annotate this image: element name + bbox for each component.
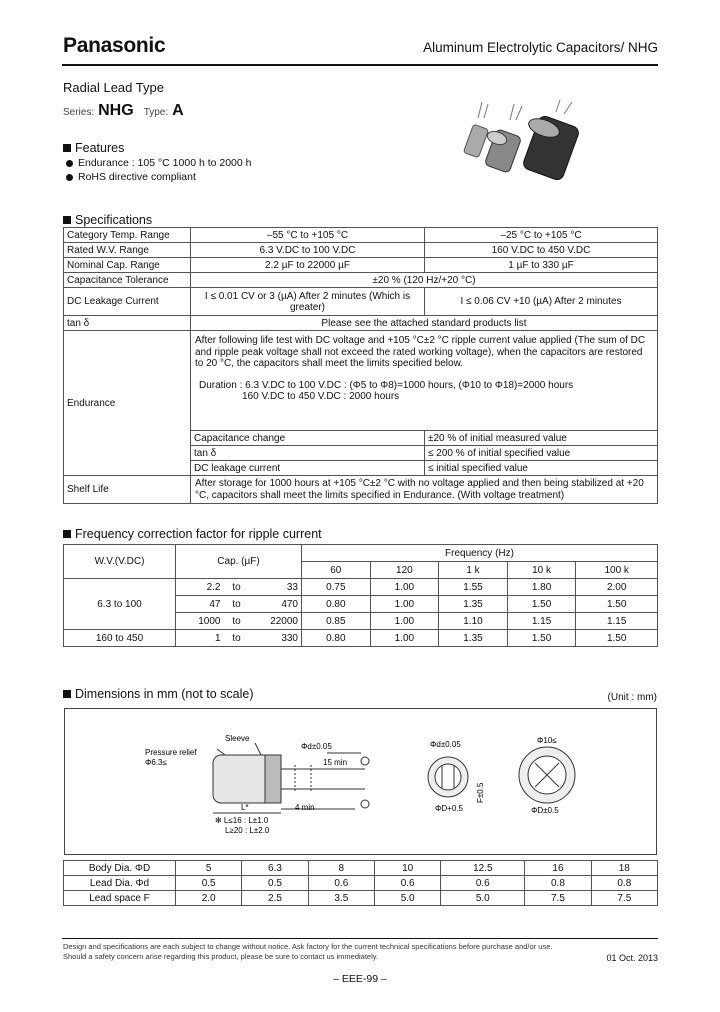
- dim-value: 0.5: [176, 876, 242, 891]
- dim-value: 16: [525, 861, 591, 876]
- spec-value: ±20 % (120 Hz/+20 °C): [191, 273, 658, 288]
- lead-space-label: F±0.5: [476, 782, 485, 803]
- factor: 1.50: [507, 630, 576, 647]
- factor: 1.50: [507, 596, 576, 613]
- capacitor-end-shape: [265, 755, 281, 803]
- spec-value: –25 °C to +105 °C: [425, 228, 658, 243]
- table-row: [64, 579, 658, 596]
- series-value: NHG: [98, 102, 134, 119]
- dim-value: 8: [308, 861, 374, 876]
- dim-value: 12.5: [441, 861, 525, 876]
- factor: 1.35: [439, 596, 508, 613]
- dim-value: 0.5: [242, 876, 308, 891]
- cap-from: 2.2: [176, 579, 224, 596]
- dim-value: 2.0: [176, 891, 242, 906]
- factor: 1.35: [439, 630, 508, 647]
- spec-value: 160 V.DC to 450 V.DC: [425, 243, 658, 258]
- cap-to-word: to: [224, 596, 250, 613]
- lead-type-label: Radial Lead Type: [63, 80, 164, 95]
- top-view-small-label-a: Φd±0.05: [430, 740, 461, 749]
- cap-to: 330: [250, 630, 302, 647]
- list-item: [66, 170, 252, 184]
- header-rule: [62, 64, 658, 66]
- dim-value: 7.5: [591, 891, 657, 906]
- factor: 1.00: [370, 579, 439, 596]
- spec-label: Nominal Cap. Range: [64, 258, 191, 273]
- dim-value: 5: [176, 861, 242, 876]
- cap-to-word: to: [224, 613, 250, 630]
- section-square-icon: [63, 690, 71, 698]
- wv-range: 6.3 to 100: [64, 579, 176, 630]
- dimension-diagram: [65, 709, 656, 854]
- limit-item: tan δ: [191, 446, 425, 461]
- frequency-table: [63, 544, 658, 647]
- spec-label: Category Temp. Range: [64, 228, 191, 243]
- dim-value: 5.0: [441, 891, 525, 906]
- dimensions-heading: [63, 687, 254, 701]
- spec-label: Endurance: [64, 331, 191, 476]
- factor: 1.80: [507, 579, 576, 596]
- spec-label: Rated W.V. Range: [64, 243, 191, 258]
- table-row: [64, 316, 658, 331]
- factor: 0.85: [302, 613, 371, 630]
- pressure-relief-size: Φ6.3≤: [145, 758, 167, 767]
- factor: 1.00: [370, 613, 439, 630]
- freq-header: 10 k: [507, 562, 576, 579]
- factor: 1.15: [576, 613, 658, 630]
- table-row: [64, 876, 658, 891]
- bullet-icon: [66, 174, 73, 181]
- cap-from: 47: [176, 596, 224, 613]
- dim-value: 5.0: [374, 891, 440, 906]
- list-item: [66, 156, 252, 170]
- factor: 1.55: [439, 579, 508, 596]
- series-line: [63, 102, 184, 120]
- table-row: [64, 273, 658, 288]
- table-row: [64, 630, 658, 647]
- dim-value: 3.5: [308, 891, 374, 906]
- factor: 1.00: [370, 596, 439, 613]
- dim-value: 0.6: [441, 876, 525, 891]
- dim-label: Lead Dia. Φd: [64, 876, 176, 891]
- brand-logo: Panasonic: [63, 34, 166, 57]
- footnote-line-1: Design and specifications are each subject to change without notice. Ask factory for the current technical specifications before purchase and/or use.: [63, 942, 553, 951]
- top-view-small-label-b: ΦD+0.5: [435, 804, 463, 813]
- spec-value: I ≤ 0.01 CV or 3 (µA) After 2 minutes (Which is greater): [191, 288, 425, 316]
- spec-value: –55 °C to +105 °C: [191, 228, 425, 243]
- section-square-icon: [63, 144, 71, 152]
- factor: 1.50: [576, 596, 658, 613]
- limit-value: ≤ 200 % of initial specified value: [425, 446, 658, 461]
- factor: 1.00: [370, 630, 439, 647]
- dim-value: 0.8: [591, 876, 657, 891]
- spec-label: Capacitance Tolerance: [64, 273, 191, 288]
- dim-label: Body Dia. ΦD: [64, 861, 176, 876]
- dim-value: 2.5: [242, 891, 308, 906]
- table-row: [64, 228, 658, 243]
- length-note-2: L≥20 : L±2.0: [225, 826, 270, 835]
- factor: 1.50: [576, 630, 658, 647]
- dim-value: 7.5: [525, 891, 591, 906]
- cap-to: 22000: [250, 613, 302, 630]
- table-row: [64, 243, 658, 258]
- spec-value: 2.2 µF to 22000 µF: [191, 258, 425, 273]
- freq-header: 60: [302, 562, 371, 579]
- features-list: [66, 156, 252, 184]
- footer-rule: [62, 938, 658, 939]
- col-header-frequency: Frequency (Hz): [302, 545, 658, 562]
- dimensions-heading-text: Dimensions in mm (not to scale): [75, 687, 254, 701]
- lead-dia-label: Φd±0.05: [301, 742, 332, 751]
- cap-to: 470: [250, 596, 302, 613]
- footnote: [63, 942, 552, 962]
- length-note-1: ✻ L≤16 : L±1.0: [215, 816, 269, 825]
- page-number: – EEE-99 –: [333, 973, 387, 985]
- series-label: Series:: [63, 107, 95, 118]
- features-heading: [63, 141, 124, 155]
- dimension-drawing: [64, 708, 657, 855]
- endurance-cell: [191, 331, 658, 431]
- frequency-heading-text: Frequency correction factor for ripple current: [75, 527, 322, 541]
- lead-end-circle: [361, 800, 369, 808]
- table-row: [64, 545, 658, 562]
- dim-value: 0.6: [308, 876, 374, 891]
- wv-range: 160 to 450: [64, 630, 176, 647]
- table-row: [64, 476, 658, 504]
- factor: 1.15: [507, 613, 576, 630]
- spec-value: I ≤ 0.06 CV +10 (µA) After 2 minutes: [425, 288, 658, 316]
- sleeve-label: Sleeve: [225, 734, 250, 743]
- duration-line-2: 160 V.DC to 450 V.DC : 2000 hours: [242, 391, 400, 402]
- specifications-heading: [63, 213, 152, 227]
- shelf-life-text: After storage for 1000 hours at +105 °C±2 °C with no voltage applied and then being stabilized at +20 °C, capacitors shall meet the limits specified in Endurance. (With voltage treatment): [191, 476, 658, 504]
- specifications-table: [63, 227, 658, 504]
- table-row: [64, 861, 658, 876]
- bullet-icon: [66, 160, 73, 167]
- leader-line: [255, 743, 261, 755]
- cap-to-word: to: [224, 579, 250, 596]
- factor: 0.80: [302, 596, 371, 613]
- type-label: Type:: [143, 107, 169, 118]
- limit-value: ≤ initial specified value: [425, 461, 658, 476]
- section-square-icon: [63, 530, 71, 538]
- cap-to: 33: [250, 579, 302, 596]
- spec-label: DC Leakage Current: [64, 288, 191, 316]
- endurance-text: After following life test with DC voltage and +105 °C±2 °C ripple current value applied (The sum of DC and ripple peak voltage shall not exceed the rated working voltage), when the capacitors are restored to 20 °C, the capacitors shall meet the limits specified below.: [195, 335, 646, 369]
- freq-header: 1 k: [439, 562, 508, 579]
- dim-value: 0.6: [374, 876, 440, 891]
- length-label: L*: [241, 803, 249, 812]
- factor: 1.10: [439, 613, 508, 630]
- pressure-relief-label: Pressure relief: [145, 748, 197, 757]
- top-view-large-label-a: Φ10≤: [537, 736, 557, 745]
- lead-stub-label: 4 min: [295, 803, 315, 812]
- limit-item: DC leakage current: [191, 461, 425, 476]
- col-header-cap: Cap. (µF): [176, 545, 302, 579]
- specifications-heading-text: Specifications: [75, 213, 153, 227]
- footnote-line-2: Should a safety concern arise regarding this product, please be sure to contact us immediately.: [63, 952, 379, 961]
- table-row: [64, 258, 658, 273]
- table-row: [64, 288, 658, 316]
- dim-value: 18: [591, 861, 657, 876]
- spec-value: 1 µF to 330 µF: [425, 258, 658, 273]
- frequency-heading: [63, 527, 322, 541]
- limit-value: ±20 % of initial measured value: [425, 431, 658, 446]
- capacitor-photo: [450, 100, 590, 180]
- top-view-small-inner: [435, 764, 461, 790]
- dim-value: 0.8: [525, 876, 591, 891]
- section-square-icon: [63, 216, 71, 224]
- duration-line-1: Duration : 6.3 V.DC to 100 V.DC : (Φ5 to Φ8)=1000 hours, (Φ10 to Φ18)=2000 hours: [199, 379, 574, 391]
- limit-item: Capacitance change: [191, 431, 425, 446]
- factor: 0.80: [302, 630, 371, 647]
- spec-value: Please see the attached standard products list: [191, 316, 658, 331]
- dim-label: Lead space F: [64, 891, 176, 906]
- unit-label: (Unit : mm): [607, 692, 657, 703]
- feature-text: Endurance : 105 °C 1000 h to 2000 h: [78, 157, 252, 169]
- factor: 0.75: [302, 579, 371, 596]
- issue-date: 01 Oct. 2013: [606, 953, 658, 963]
- factor: 2.00: [576, 579, 658, 596]
- freq-header: 120: [370, 562, 439, 579]
- freq-header: 100 k: [576, 562, 658, 579]
- dim-value: 6.3: [242, 861, 308, 876]
- dimensions-table: [63, 860, 658, 906]
- spec-value: 6.3 V.DC to 100 V.DC: [191, 243, 425, 258]
- spec-label: Shelf Life: [64, 476, 191, 504]
- top-view-large-label-b: ΦD±0.5: [531, 806, 559, 815]
- table-row: [64, 891, 658, 906]
- feature-text: RoHS directive compliant: [78, 171, 196, 183]
- type-value: A: [172, 102, 184, 119]
- features-heading-text: Features: [75, 141, 125, 155]
- cap-from: 1000: [176, 613, 224, 630]
- col-header-wv: W.V.(V.DC): [64, 545, 176, 579]
- table-row: [64, 331, 658, 431]
- document-title: Aluminum Electrolytic Capacitors/ NHG: [423, 40, 658, 55]
- spec-label: tan δ: [64, 316, 191, 331]
- dim-value: 10: [374, 861, 440, 876]
- lead-length-label: 15 min: [323, 758, 348, 767]
- cap-from: 1: [176, 630, 224, 647]
- cap-to-word: to: [224, 630, 250, 647]
- leader-line: [217, 749, 225, 755]
- lead-end-circle: [361, 757, 369, 765]
